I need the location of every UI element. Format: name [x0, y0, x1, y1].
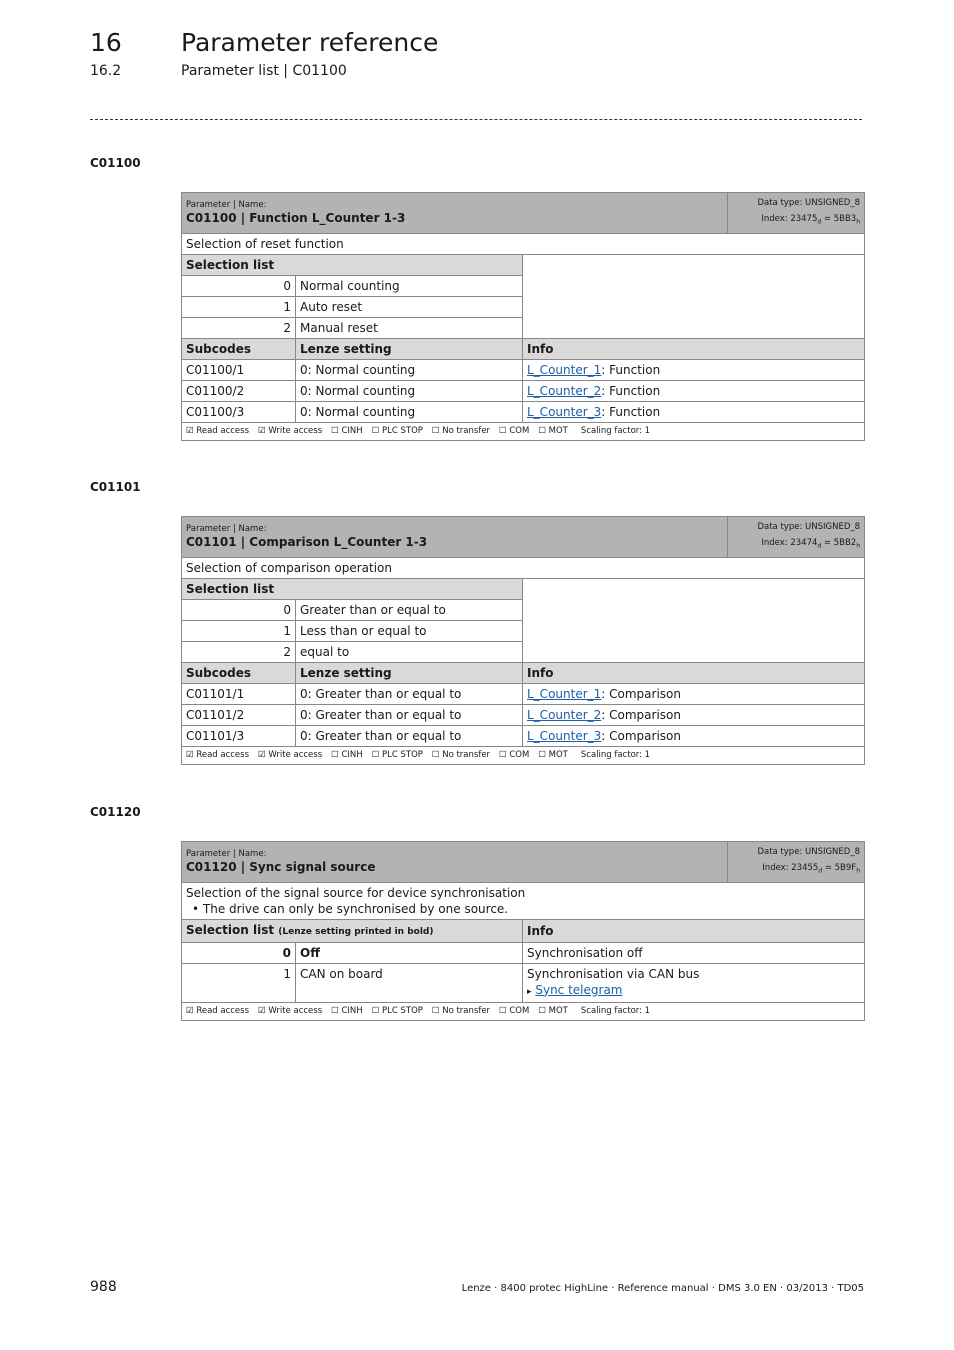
- param-header-row: [182, 193, 865, 234]
- param-header-row: [182, 517, 865, 558]
- list-item: 1 Auto reset: [182, 296, 865, 317]
- access-flags-row: ☑ Read access ☑ Write access ☐ CINH ☐ PLC STOP ☐ No transfer ☐ COM ☐ MOT Scaling factor: 1: [182, 1002, 865, 1020]
- param-heading-c01120: C01120: [90, 805, 141, 819]
- access-flags-row: ☑ Read access ☑ Write access ☐ CINH ☐ PLC STOP ☐ No transfer ☐ COM ☐ MOT Scaling factor: 1: [182, 746, 865, 764]
- param-description: Selection of the signal source for device synchronisation • The drive can only be synchronised by one source.: [182, 882, 865, 919]
- param-heading-c01101: C01101: [90, 480, 141, 494]
- param-heading-c01100: C01100: [90, 156, 141, 170]
- index-value: Index: $23474_d = 5BB2_h$: [761, 538, 861, 550]
- subcodes-header-row: Subcodes Lenze setting Info: [182, 662, 865, 683]
- param-name: C01101 | Comparison L_Counter 1-3: [186, 534, 428, 549]
- param-name-label: Parameter | Name:: [186, 523, 267, 534]
- selection-list-header: Selection list: [182, 578, 523, 599]
- access-flags-row: ☑ Read access ☑ Write access ☐ CINH ☐ PLC STOP ☐ No transfer ☐ COM ☐ MOT Scaling factor: 1: [182, 422, 865, 440]
- table-row: C01100/3 0: Normal counting L_Counter_3: Function: [182, 401, 865, 422]
- param-header-row: [182, 842, 865, 883]
- arrow-right-icon: ▸: [527, 986, 532, 997]
- chapter-title: Parameter reference: [181, 28, 439, 57]
- param-name: C01100 | Function L_Counter 1-3: [186, 210, 406, 225]
- list-item: 1 CAN on board Synchronisation via CAN bus ▸ Sync telegram: [182, 963, 865, 1002]
- list-item: 0 Greater than or equal to: [182, 599, 865, 620]
- selection-list-header-row: Selection list (Lenze setting printed in bold) Info: [182, 919, 865, 942]
- l-counter-2-link[interactable]: L_Counter_2: [527, 383, 602, 398]
- selection-blank-area: [523, 578, 865, 662]
- list-item: 0 Normal counting: [182, 275, 865, 296]
- param-description: Selection of reset function: [182, 233, 865, 254]
- l-counter-3-link[interactable]: L_Counter_3: [527, 404, 602, 419]
- param-table-c01120: [181, 841, 865, 1021]
- l-counter-1-link[interactable]: L_Counter_1: [527, 686, 602, 701]
- sync-telegram-link[interactable]: Sync telegram: [535, 982, 623, 997]
- param-name-label: Parameter | Name:: [186, 848, 267, 859]
- param-name-label: Parameter | Name:: [186, 199, 267, 210]
- selection-blank-area: [523, 254, 865, 338]
- param-table-c01101: [181, 516, 865, 765]
- list-item: 2 Manual reset: [182, 317, 865, 338]
- index-value: Index: $23455_d = 5B9F_h$: [762, 863, 860, 875]
- page-number: 988: [90, 1279, 117, 1295]
- section-number: 16.2: [90, 63, 122, 79]
- chapter-number: 16: [90, 28, 122, 57]
- list-item: 2 equal to: [182, 641, 865, 662]
- data-type: Data type: UNSIGNED_8: [757, 847, 860, 857]
- table-row: C01100/1 0: Normal counting L_Counter_1: Function: [182, 359, 865, 380]
- footer-document-info: Lenze · 8400 protec HighLine · Reference manual · DMS 3.0 EN · 03/2013 · TD05: [461, 1283, 864, 1294]
- table-row: C01101/1 0: Greater than or equal to L_Counter_1: Comparison: [182, 683, 865, 704]
- l-counter-1-link[interactable]: L_Counter_1: [527, 362, 602, 377]
- selection-list-header: Selection list: [182, 254, 523, 275]
- table-row: C01100/2 0: Normal counting L_Counter_2: Function: [182, 380, 865, 401]
- data-type: Data type: UNSIGNED_8: [757, 198, 861, 208]
- table-row: C01101/2 0: Greater than or equal to L_Counter_2: Comparison: [182, 704, 865, 725]
- list-item: 1 Less than or equal to: [182, 620, 865, 641]
- index-value: Index: $23475_d = 5BB3_h$: [761, 214, 861, 226]
- param-description: Selection of comparison operation: [182, 557, 865, 578]
- section-title: Parameter list | C01100: [181, 63, 347, 79]
- table-row: C01101/3 0: Greater than or equal to L_Counter_3: Comparison: [182, 725, 865, 746]
- param-name: C01120 | Sync signal source: [186, 859, 376, 874]
- param-table-c01100: [181, 192, 865, 441]
- list-item: 0 Off Synchronisation off: [182, 942, 865, 963]
- header-dashed-rule: [90, 119, 862, 120]
- bullet-note: • The drive can only be synchronised by one source.: [192, 901, 509, 916]
- l-counter-2-link[interactable]: L_Counter_2: [527, 707, 602, 722]
- subcodes-header-row: Subcodes Lenze setting Info: [182, 338, 865, 359]
- l-counter-3-link[interactable]: L_Counter_3: [527, 728, 602, 743]
- data-type: Data type: UNSIGNED_8: [757, 522, 861, 532]
